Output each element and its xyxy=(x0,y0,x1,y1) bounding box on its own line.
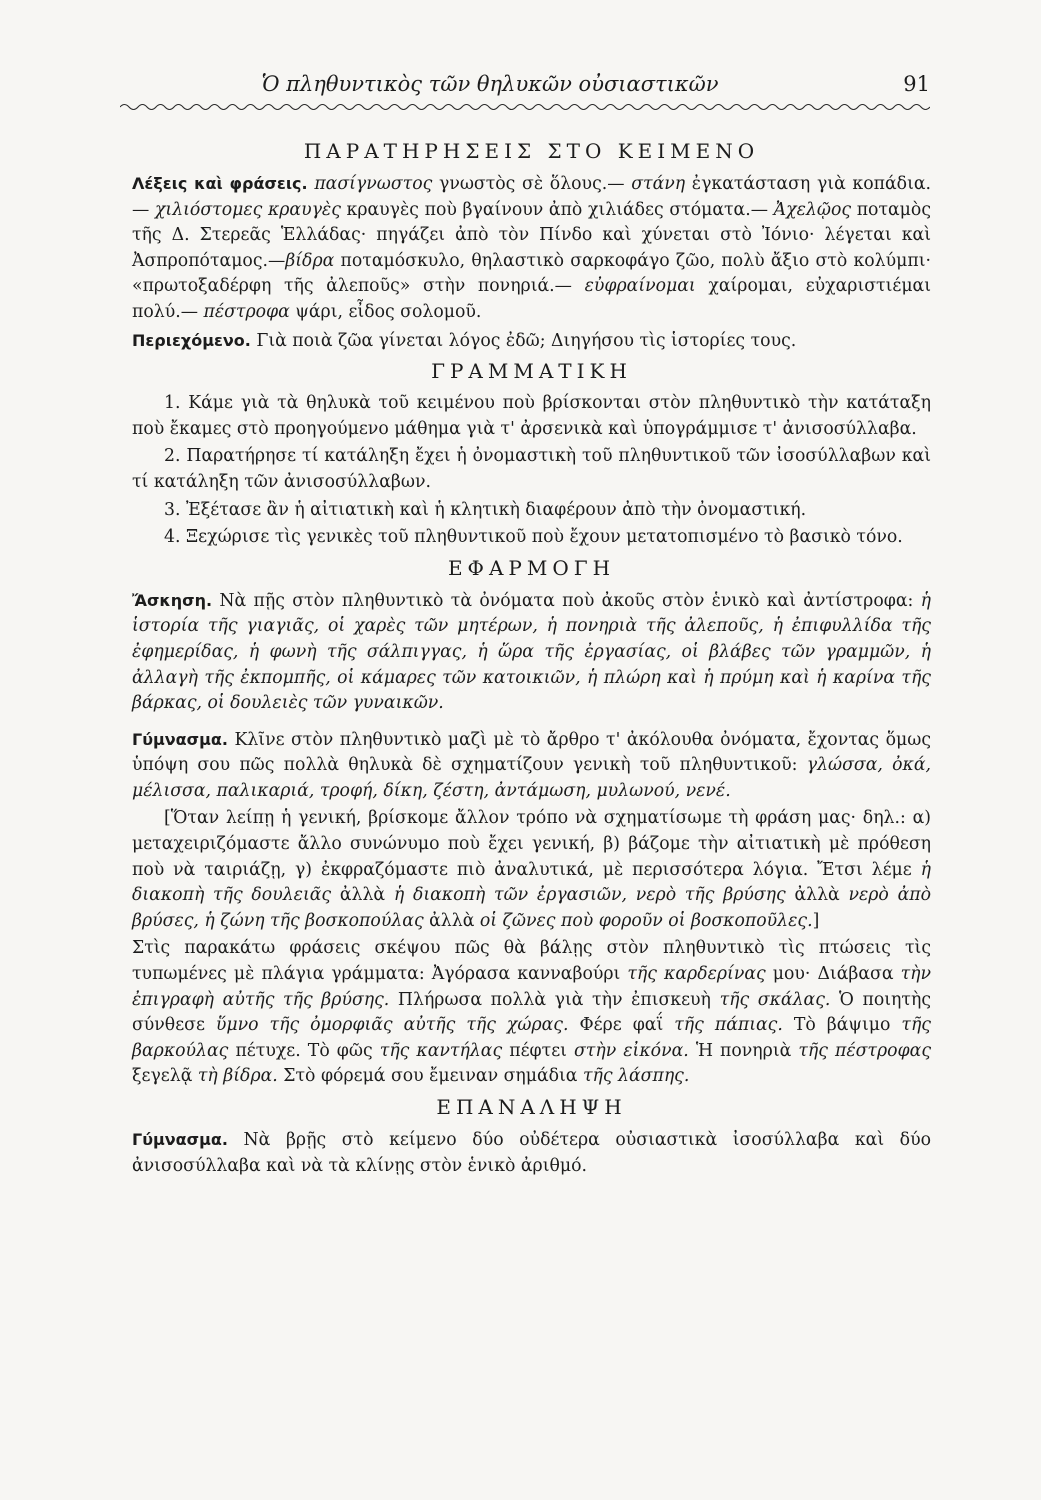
running-head xyxy=(120,68,930,102)
term: χιλιόστομες κραυγὲς xyxy=(154,199,341,220)
vocabulary-label: Λέξεις καὶ φράσεις. xyxy=(132,174,308,193)
phrase-italic: τῆς καρδερίνας xyxy=(627,964,766,985)
exercise-examples: ἡ ἱστορία τῆς γιαγιᾶς, οἱ χαρὲς τῶν μητέρων, ἡ πονηριὰ τῆς ἀλεποῦς, ἡ ἐπιφυλλίδα τῆς ἐφημερίδας, ἡ φωνὴ τῆς σάλπιγγας, ἡ ὥρα τῆς ἐργασίας, οἱ βλάβες τῶν γραμμῶν, ἡ ἀλλαγὴ τῆς ἐκπομπῆς, οἱ κάμαρες τῶν κατοικιῶν, ἡ πλώρη καὶ ἡ πρύμη καὶ ἡ καρίνα τῆς βάρκας, οἱ δουλειὲς τῶν γυναικῶν. xyxy=(132,590,931,714)
definition: ποταμὸς τῆς Δ. Στερεᾶς Ἑλλάδας· πηγάζει ἀπὸ τὸν Πίνδο καὶ χύνεται στὸ Ἰόνιο· λέγεται καὶ Ἀσπροπόταμος.— xyxy=(132,199,931,271)
phrase-italic: τὴ βίδρα. xyxy=(197,1066,278,1087)
term: πασίγνωστος xyxy=(314,174,433,194)
content-text: Γιὰ ποιὰ ζῶα γίνεται λόγος ἐδῶ; Διηγήσου τὶς ἱστορίες τους. xyxy=(250,330,797,351)
phrase-italic: τῆς σκάλας. xyxy=(719,989,831,1010)
phrase-text: πέφτει xyxy=(502,1040,574,1061)
phrase-text: Πλήρωσα πολλὰ γιὰ τὴν ἐπισκευὴ xyxy=(389,989,720,1010)
phrase-text: Τὸ βάψιμο xyxy=(782,1015,902,1036)
drill-paragraph xyxy=(132,727,931,805)
phrase-italic: τῆς βαρκούλας xyxy=(132,1015,931,1061)
definition: γνωστὸς σὲ ὅλους.— xyxy=(432,174,632,194)
page-content xyxy=(132,134,931,1181)
note-text: ἀλλὰ xyxy=(423,910,480,931)
definition: κραυγὲς ποὺ βγαίνουν ἀπὸ χιλιάδες στόματα.— xyxy=(340,199,774,220)
phrase-italic: τῆς πέστροφας xyxy=(798,1040,932,1061)
grammar-item: 3. Ἐξέτασε ἂν ἡ αἰτιατικὴ καὶ ἡ κλητικὴ διαφέρουν ἀπὸ τὴν ὀνομαστική. xyxy=(164,499,807,520)
phrase-italic: τῆς καντήλας xyxy=(379,1040,503,1061)
exercise-label: Ἄσκηση. xyxy=(132,590,213,610)
note-text: ] xyxy=(812,910,820,931)
note-example: ἡ διακοπὴ τῶν ἐργασιῶν, νερὸ τῆς βρύσης xyxy=(393,885,786,906)
content-label: Περιεχόμενο. xyxy=(132,330,251,350)
running-title: Ὁ πληθυντικὸς τῶν θηλυκῶν οὐσιαστικῶν xyxy=(261,72,719,96)
term: πέστροφα xyxy=(203,301,290,322)
phrase-text: Ἡ πονηριὰ xyxy=(688,1040,799,1061)
drill-label: Γύμνασμα. xyxy=(132,729,228,749)
definition: ἐγκατάσταση γιὰ κοπάδια.— xyxy=(132,174,932,220)
phrase-text: Φέρε φαΐ xyxy=(568,1015,675,1036)
note-text: ἀλλὰ xyxy=(331,885,394,906)
wavy-rule-divider xyxy=(120,100,930,114)
phrase-text: μου· Διάβασα xyxy=(765,964,901,985)
bracket-note xyxy=(132,806,931,934)
note-example: ἡ διακοπὴ τῆς δουλειᾶς xyxy=(132,859,931,906)
phrase-italic: τῆς λάσπης. xyxy=(582,1066,690,1087)
definition: χαίρομαι, εὐχαριστιέμαι πολύ.— xyxy=(132,276,931,322)
note-text: ἀλλὰ xyxy=(785,885,849,906)
section-title-review: ΕΠΑΝΑΛΗΨΗ xyxy=(436,1095,627,1119)
phrases-paragraph xyxy=(132,936,931,1090)
review-paragraph xyxy=(132,1127,931,1179)
phrase-italic: τῆς πάπιας. xyxy=(674,1015,783,1036)
phrase-italic: τὴν ἐπιγραφὴ αὐτῆς τῆς βρύσης. xyxy=(132,964,931,1010)
drill-words: γλώσσα, ὀκά, μέλισσα, παλικαριά, τροφή, δίκη, ζέστη, ἀντάμωση, μυλωνού, νενέ. xyxy=(132,755,931,801)
grammar-item: 4. Ξεχώρισε τὶς γενικὲς τοῦ πληθυντικοῦ ποὺ ἔχουν μετατοπισμένο τὸ βασικὸ τόνο. xyxy=(164,527,903,548)
phrase-italic: στὴν εἰκόνα. xyxy=(574,1040,689,1061)
review-label: Γύμνασμα. xyxy=(132,1130,228,1149)
review-text: Νὰ βρῇς στὸ κείμενο δύο οὐδέτερα οὐσιαστικὰ ἰσοσύλλαβα καὶ δύο ἀνισοσύλλαβα καὶ νὰ τὰ κλίνῃς στὸν ἑνικὸ ἀριθμό. xyxy=(132,1130,931,1176)
phrase-text: πέτυχε. Τὸ φῶς xyxy=(228,1040,380,1061)
page-number: 91 xyxy=(903,72,930,96)
definition: ποταμόσκυλο, θηλαστικὸ σαρκοφάγο ζῶο, πολὺ ἄξιο στὸ κολύμπι· «πρωτοξαδέρφη τῆς ἀλεποῦς» στὴν πονηριά.— xyxy=(132,250,931,297)
drill-text: Κλῖνε στὸν πληθυντικὸ μαζὶ μὲ τὸ ἄρθρο τ' ἀκόλουθα ὀνόματα, ἔχοντας ὅμως ὑπόψη σου πῶς πολλὰ θηλυκὰ δὲ σχηματίζουν γενικὴ τοῦ πληθυντικοῦ: xyxy=(132,729,931,776)
grammar-item: 1. Κάμε γιὰ τὰ θηλυκὰ τοῦ κειμένου ποὺ βρίσκονται στὸν πληθυντικὸ τὴν κατάταξη ποὺ ἔκαμες στὸ προηγούμενο μάθημα γιὰ τ' ἀρσενικὰ καὶ ὑπογράμμισε τ' ἀνισοσύλλαβα. xyxy=(132,393,931,439)
vocabulary-paragraph xyxy=(132,171,931,326)
section-title-application: ΕΦΑΡΜΟΓΗ xyxy=(447,555,616,580)
phrase-text: ξεγελᾷ xyxy=(132,1066,198,1087)
section-title-notes: ΠΑΡΑΤΗΡΗΣΕΙΣ ΣΤΟ ΚΕΙΜΕΝΟ xyxy=(303,139,760,163)
exercise-paragraph xyxy=(132,588,931,717)
term: εὐφραίνομαι xyxy=(584,276,696,297)
exercise-text: Νὰ πῇς στὸν πληθυντικὸ τὰ ὀνόματα ποὺ ἀκοῦς στὸν ἑνικὸ καὶ ἀντίστροφα: xyxy=(212,590,921,611)
term: στάνη xyxy=(631,174,686,194)
phrase-text: Ὁ ποιητὴς σύνθεσε xyxy=(132,989,932,1036)
definition: ψάρι, εἶδος σολομοῦ. xyxy=(289,301,482,322)
section-title-grammar: ΓΡΑΜΜΑΤΙΚΗ xyxy=(431,359,632,384)
note-example: οἱ ζῶνες ποὺ φοροῦν οἱ βοσκοποῦλες. xyxy=(479,910,813,931)
phrase-italic: ὕμνο τῆς ὀμορφιᾶς αὐτῆς τῆς χώρας. xyxy=(215,1015,569,1036)
term: βίδρα xyxy=(285,250,335,271)
phrase-text: Στὶς παρακάτω φράσεις σκέψου πῶς θὰ βάλῃς στὸν πληθυντικὸ τὶς πτώσεις τὶς τυπωμένες μὲ πλάγια γράμματα: Ἀγόρασα κανναβούρι xyxy=(132,938,931,985)
content-question xyxy=(132,328,931,355)
phrase-text: Στὸ φόρεμά σου ἔμειναν σημάδια xyxy=(277,1066,583,1087)
note-text: [Ὅταν λείπῃ ἡ γενική, βρίσκομε ἄλλον τρόπο νὰ σχηματίσωμε τὴ φράση μας· δηλ.: α) μεταχειριζόμαστε ἄλλο συνώνυμο ποὺ ἔχει γενική, β) βάζομε τὴν αἰτιατικὴ μὲ πρόθεση ποὺ νὰ ταιριάζῃ, γ) ἐκφραζόμαστε πιὸ ἀναλυτικά, μὲ περισσότερα λόγια. Ἔτσι λέμε xyxy=(132,808,931,880)
grammar-item: 2. Παρατήρησε τί κατάληξη ἔχει ἡ ὀνομαστικὴ τοῦ πληθυντικοῦ τῶν ἰσοσύλλαβων καὶ τί κατάληξη τῶν ἀνισοσύλλαβων. xyxy=(132,446,931,492)
term: Ἀχελῷος xyxy=(773,199,852,220)
note-example: νερὸ ἀπὸ βρύσες, ἡ ζώνη τῆς βοσκοπούλας xyxy=(132,885,932,931)
